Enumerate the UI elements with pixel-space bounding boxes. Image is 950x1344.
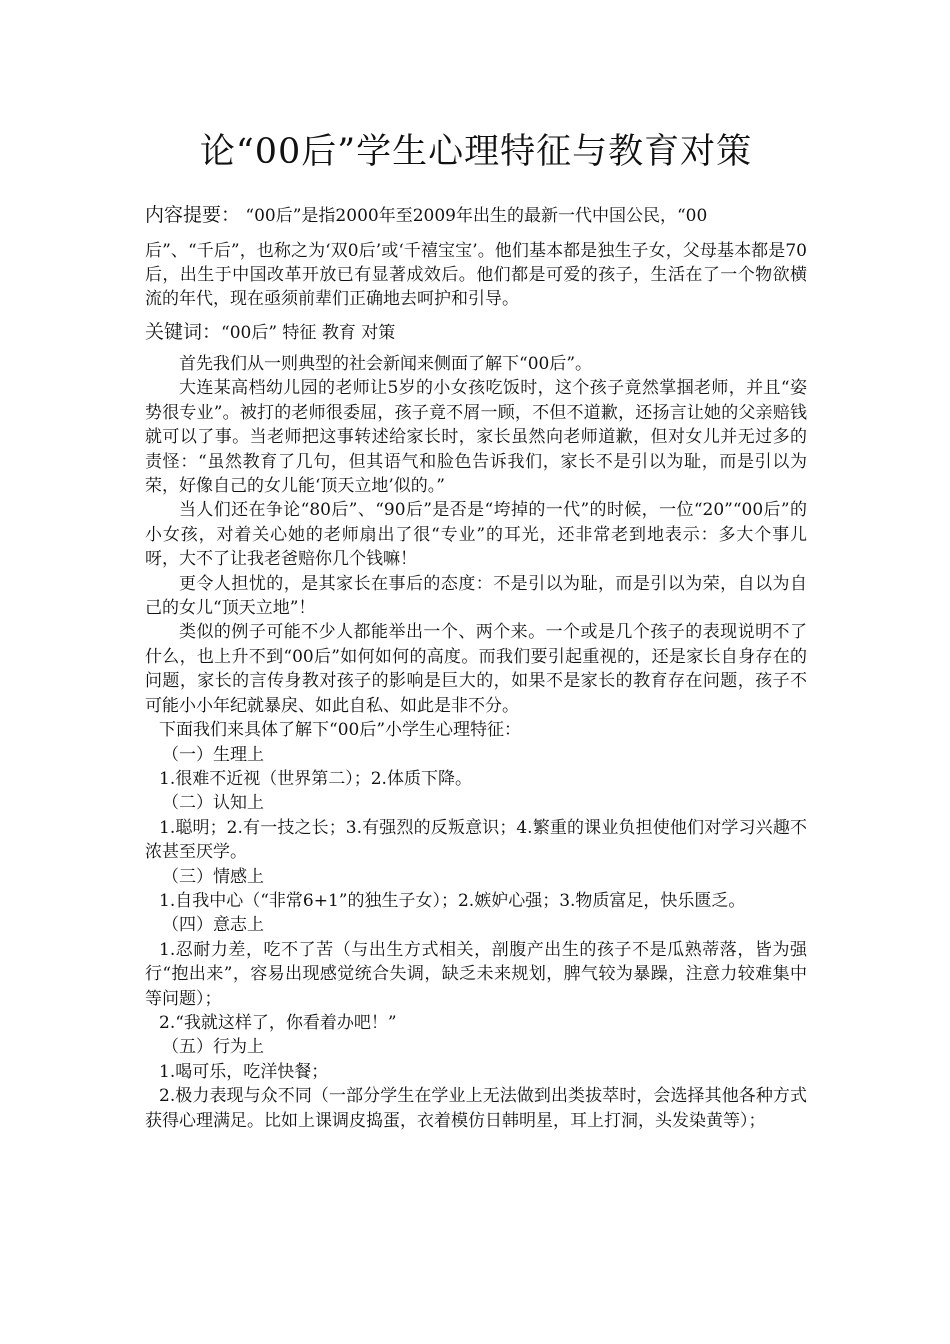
section-heading: （三）情感上 (162, 866, 264, 887)
paragraph: 首先我们从一则典型的社会新闻来侧面了解下“00后”。 (179, 354, 593, 374)
abstract-rest: 后”、“千后”，也称之为‘双0后’或‘千禧宝宝’。他们基本都是独生子女，父母基本都是70后，出生于中国改革开放已有显著成效后。他们都是可爱的孩子，生活在了一个物欲横流的年代，现在亟须前辈们正确地去呵护和引导。 (145, 241, 807, 309)
section-item: 2.“我就这样了，你看着办吧！” (159, 1012, 397, 1033)
paragraph: 更令人担忧的，是其家长在事后的态度：不是引以为耻，而是引以为荣，自以为自己的女儿“顶天立地”！ (145, 573, 807, 619)
section-heading: （四）意志上 (162, 915, 264, 936)
document-title: 论“00后”学生心理特征与教育对策 (199, 132, 753, 172)
abstract-line1: “00后”是指2000年至2009年出生的最新一代中国公民，“00 (240, 206, 708, 226)
section-item: 1.喝可乐，吃洋快餐； (159, 1061, 329, 1082)
keywords (145, 317, 807, 348)
section-item: 2.极力表现与众不同（一部分学生在学业上无法做到出类拔萃时，会选择其他各种方式获得心理满足。比如上课调皮捣蛋，衣着模仿日韩明星，耳上打洞，头发染黄等）； (145, 1086, 807, 1131)
abstract-label: 内容提要： (145, 204, 241, 226)
paragraph: 下面我们来具体了解下“00后”小学生心理特征： (159, 720, 522, 741)
document-page (145, 128, 807, 1133)
keywords-text: “00后” 特征 教育 对策 (221, 323, 396, 343)
paragraph: 当人们还在争论“80后”、“90后”是否是“垮掉的一代”的时候，一位“20”“00后”的小女孩，对着关心她的老师扇出了很“专业”的耳光，还非常老到地表示：多大个事儿呀，大不了让我老爸赔你几个钱嘛！ (145, 500, 807, 570)
section-item: 1.自我中心（“非常6+1”的独生子女）；2.嫉妒心强；3.物质富足，快乐匮乏。 (159, 890, 746, 911)
keywords-label: 关键词： (145, 321, 222, 343)
paragraph: 类似的例子可能不少人都能举出一个、两个来。一个或是几个孩子的表现说明不了什么，也上升不到“00后”如何如何的高度。而我们要引起重视的，还是家长自身存在的问题，家长的言传身教对孩子的影响是巨大的，如果不是家长的教育存在问题，孩子不可能小小年纪就暴戾、如此自私、如此是非不分。 (145, 622, 807, 716)
paragraph: 大连某高档幼儿园的老师让5岁的小女孩吃饭时，这个孩子竟然掌掴老师，并且“姿势很专业”。被打的老师很委屈，孩子竟不屑一顾，不但不道歉，还扬言让她的父亲赔钱就可以了事。当老师把这事转述给家长时，家长虽然向老师道歉，但对女儿并无过多的责怪：“虽然教育了几句，但其语气和脸色告诉我们，家长不是引以为耻，而是引以为荣，好像自己的女儿能‘顶天立地’似的。” (145, 378, 807, 497)
section-heading: （二）认知上 (162, 793, 264, 814)
section-item: 1.聪明；2.有一技之长；3.有强烈的反叛意识；4.繁重的课业负担使他们对学习兴趣不浓甚至厌学。 (145, 817, 807, 863)
section-item: 1.忍耐力差，吃不了苦（与出生方式相关，剖腹产出生的孩子不是瓜熟蒂落，皆为强行“抱出来”，容易出现感觉统合失调，缺乏未来规划，脾气较为暴躁，注意力较难集中等问题）； (145, 939, 807, 1009)
section-heading: （一）生理上 (162, 744, 264, 765)
section-item: 1.很难不近视（世界第二）；2.体质下降。 (159, 768, 472, 789)
section-heading: （五）行为上 (162, 1037, 264, 1058)
abstract-first-line (145, 192, 807, 239)
abstract (145, 192, 807, 311)
body-text (145, 352, 807, 1133)
